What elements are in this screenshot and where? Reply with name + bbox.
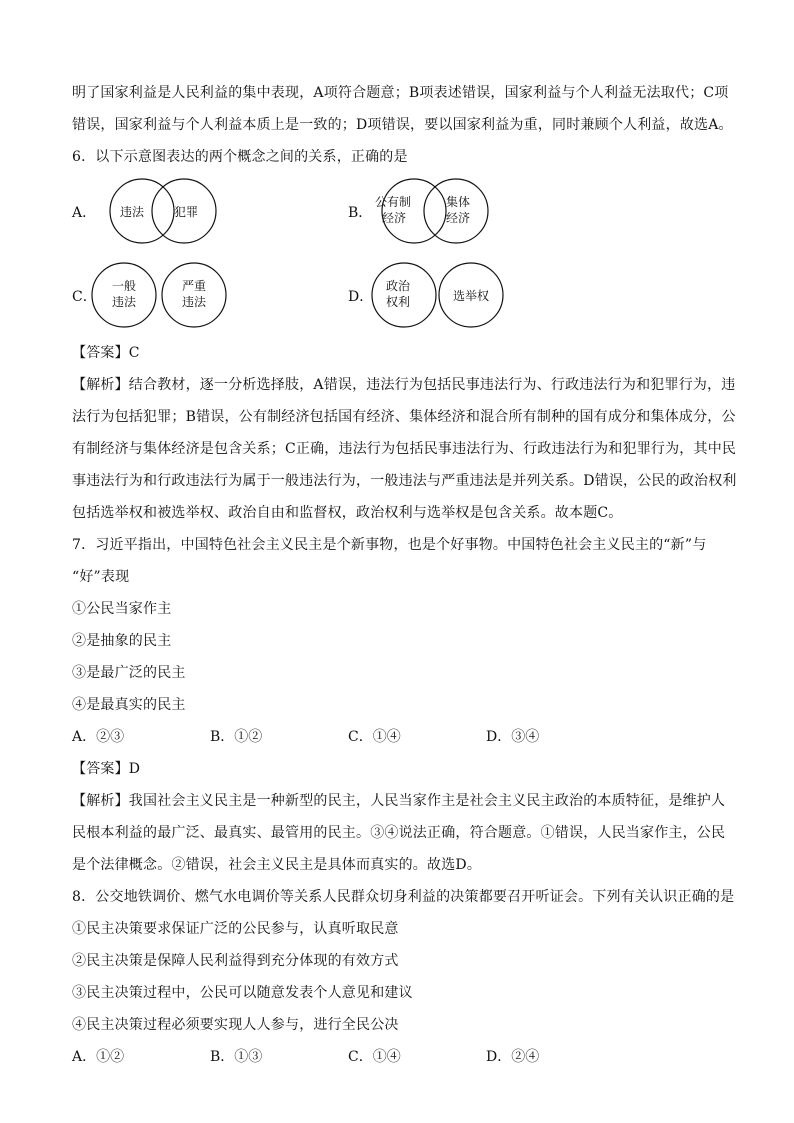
- venn-a-right-label: 犯罪: [174, 205, 199, 219]
- q8-item-1: ①民主决策要求保证广泛的公民参与，认真听取民意: [72, 921, 399, 937]
- q5-analysis-line-1: 明了国家利益是人民利益的集中表现，A项符合题意；B项表述错误，国家利益与个人利益无法取代；C项: [72, 85, 729, 101]
- q6-analysis-line-5: 包括选举权和被选举权、政治自由和监督权，政治权利与选举权是包含关系。故本题C。: [72, 505, 623, 521]
- venn-b-left-label-2: 经济: [382, 211, 407, 225]
- q6-analysis-line-2: 法行为包括犯罪；B错误，公有制经济包括国有经济、集体经济和混合所有制种的国有成分和集体成分，公: [72, 409, 736, 425]
- venn-a-left-label: 违法: [120, 205, 145, 219]
- q7-option-b: B．①②: [210, 729, 263, 745]
- q7-item-4: ④是最真实的民主: [72, 697, 186, 713]
- q7-option-a: A．②③: [72, 729, 125, 745]
- venn-b-right-label-2: 经济: [446, 211, 471, 225]
- q7-analysis-line-1: 【解析】我国社会主义民主是一种新型的民主，人民当家作主是社会主义民主政治的本质特征，是维护人: [72, 793, 726, 809]
- q6-option-a-letter: A．: [72, 205, 97, 221]
- venn-c-left-label-2: 违法: [112, 295, 137, 309]
- q8-item-2: ②民主决策是保障人民利益得到充分体现的有效方式: [72, 953, 399, 969]
- q7-item-2: ②是抽象的民主: [72, 633, 172, 649]
- q7-stem-line-2: “好”表现: [72, 569, 130, 585]
- q6-option-b: [348, 176, 528, 246]
- q7-answer: 【答案】D: [72, 761, 141, 777]
- q6-option-b-letter: B．: [348, 205, 373, 221]
- q8-option-b: B．①③: [210, 1049, 263, 1065]
- q6-option-a-diagram: [72, 176, 252, 246]
- q7-analysis-line-2: 民根本利益的最广泛、最真实、最管用的民主。③④说法正确，符合题意。①错误，人民当家作主，公民: [72, 825, 726, 841]
- q6-option-c-diagram: [72, 260, 252, 330]
- q6-answer: 【答案】C: [72, 345, 140, 361]
- q7-analysis-line-3: 是个法律概念。②错误，社会主义民主是具体而真实的。故选D。: [72, 857, 482, 873]
- q6-option-a: [72, 176, 252, 246]
- venn-d-left-label-1: 政治: [386, 279, 411, 293]
- q6-option-c: [72, 260, 252, 330]
- q6-option-b-diagram: [348, 176, 528, 246]
- q6-option-c-letter: C．: [72, 289, 97, 305]
- q6-option-d-diagram: [348, 260, 528, 330]
- q8-stem: 8．公交地铁调价、燃气水电调价等关系人民群众切身利益的决策都要召开听证会。下列有关认识正确的是: [72, 889, 735, 905]
- q7-options: [72, 726, 722, 746]
- q5-analysis-line-2: 错误，国家利益与个人利益本质上是一致的；D项错误，要以国家利益为重，同时兼顾个人利益，故选A。: [72, 117, 733, 133]
- q7-item-1: ①公民当家作主: [72, 601, 172, 617]
- q8-item-4: ④民主决策过程必须要实现人人参与，进行全民公决: [72, 1017, 399, 1033]
- q8-option-a: A．①②: [72, 1049, 125, 1065]
- q8-option-d: D．②④: [486, 1049, 540, 1065]
- q8-option-c: C．①④: [348, 1049, 401, 1065]
- venn-c-right-label-2: 违法: [182, 295, 207, 309]
- q6-option-d-letter: D．: [348, 289, 374, 305]
- venn-b-left-label-1: 公有制: [375, 195, 412, 209]
- q7-option-c: C．①④: [348, 729, 401, 745]
- q8-item-3: ③民主决策过程中，公民可以随意发表个人意见和建议: [72, 985, 413, 1001]
- q7-stem-line-1: 7．习近平指出，中国特色社会主义民主是个新事物，也是个好事物。中国特色社会主义民主的“新”与: [72, 537, 707, 553]
- q6-analysis-line-1: 【解析】结合教材，逐一分析选择肢，A错误，违法行为包括民事违法行为、行政违法行为和犯罪行为，违: [72, 377, 736, 393]
- q7-item-3: ③是最广泛的民主: [72, 665, 186, 681]
- venn-c-right-label-1: 严重: [182, 279, 207, 293]
- q6-stem: 6．以下示意图表达的两个概念之间的关系，正确的是: [72, 149, 408, 165]
- venn-d-right-label: 选举权: [453, 289, 490, 303]
- q7-option-d: D．③④: [486, 729, 540, 745]
- q6-option-d: [348, 260, 528, 330]
- q8-options: [72, 1046, 722, 1066]
- q6-analysis-line-4: 事违法行为和行政违法行为属于一般违法行为，一般违法与严重违法是并列关系。D错误，公民的政治权利: [72, 473, 737, 489]
- venn-c-left-label-1: 一般: [112, 279, 137, 293]
- venn-b-right-label-1: 集体: [446, 195, 471, 209]
- venn-d-left-label-2: 权利: [386, 295, 411, 309]
- q6-analysis-line-3: 有制经济与集体经济是包含关系；C正确，违法行为包括民事违法行为、行政违法行为和犯罪行为，其中民: [72, 441, 737, 457]
